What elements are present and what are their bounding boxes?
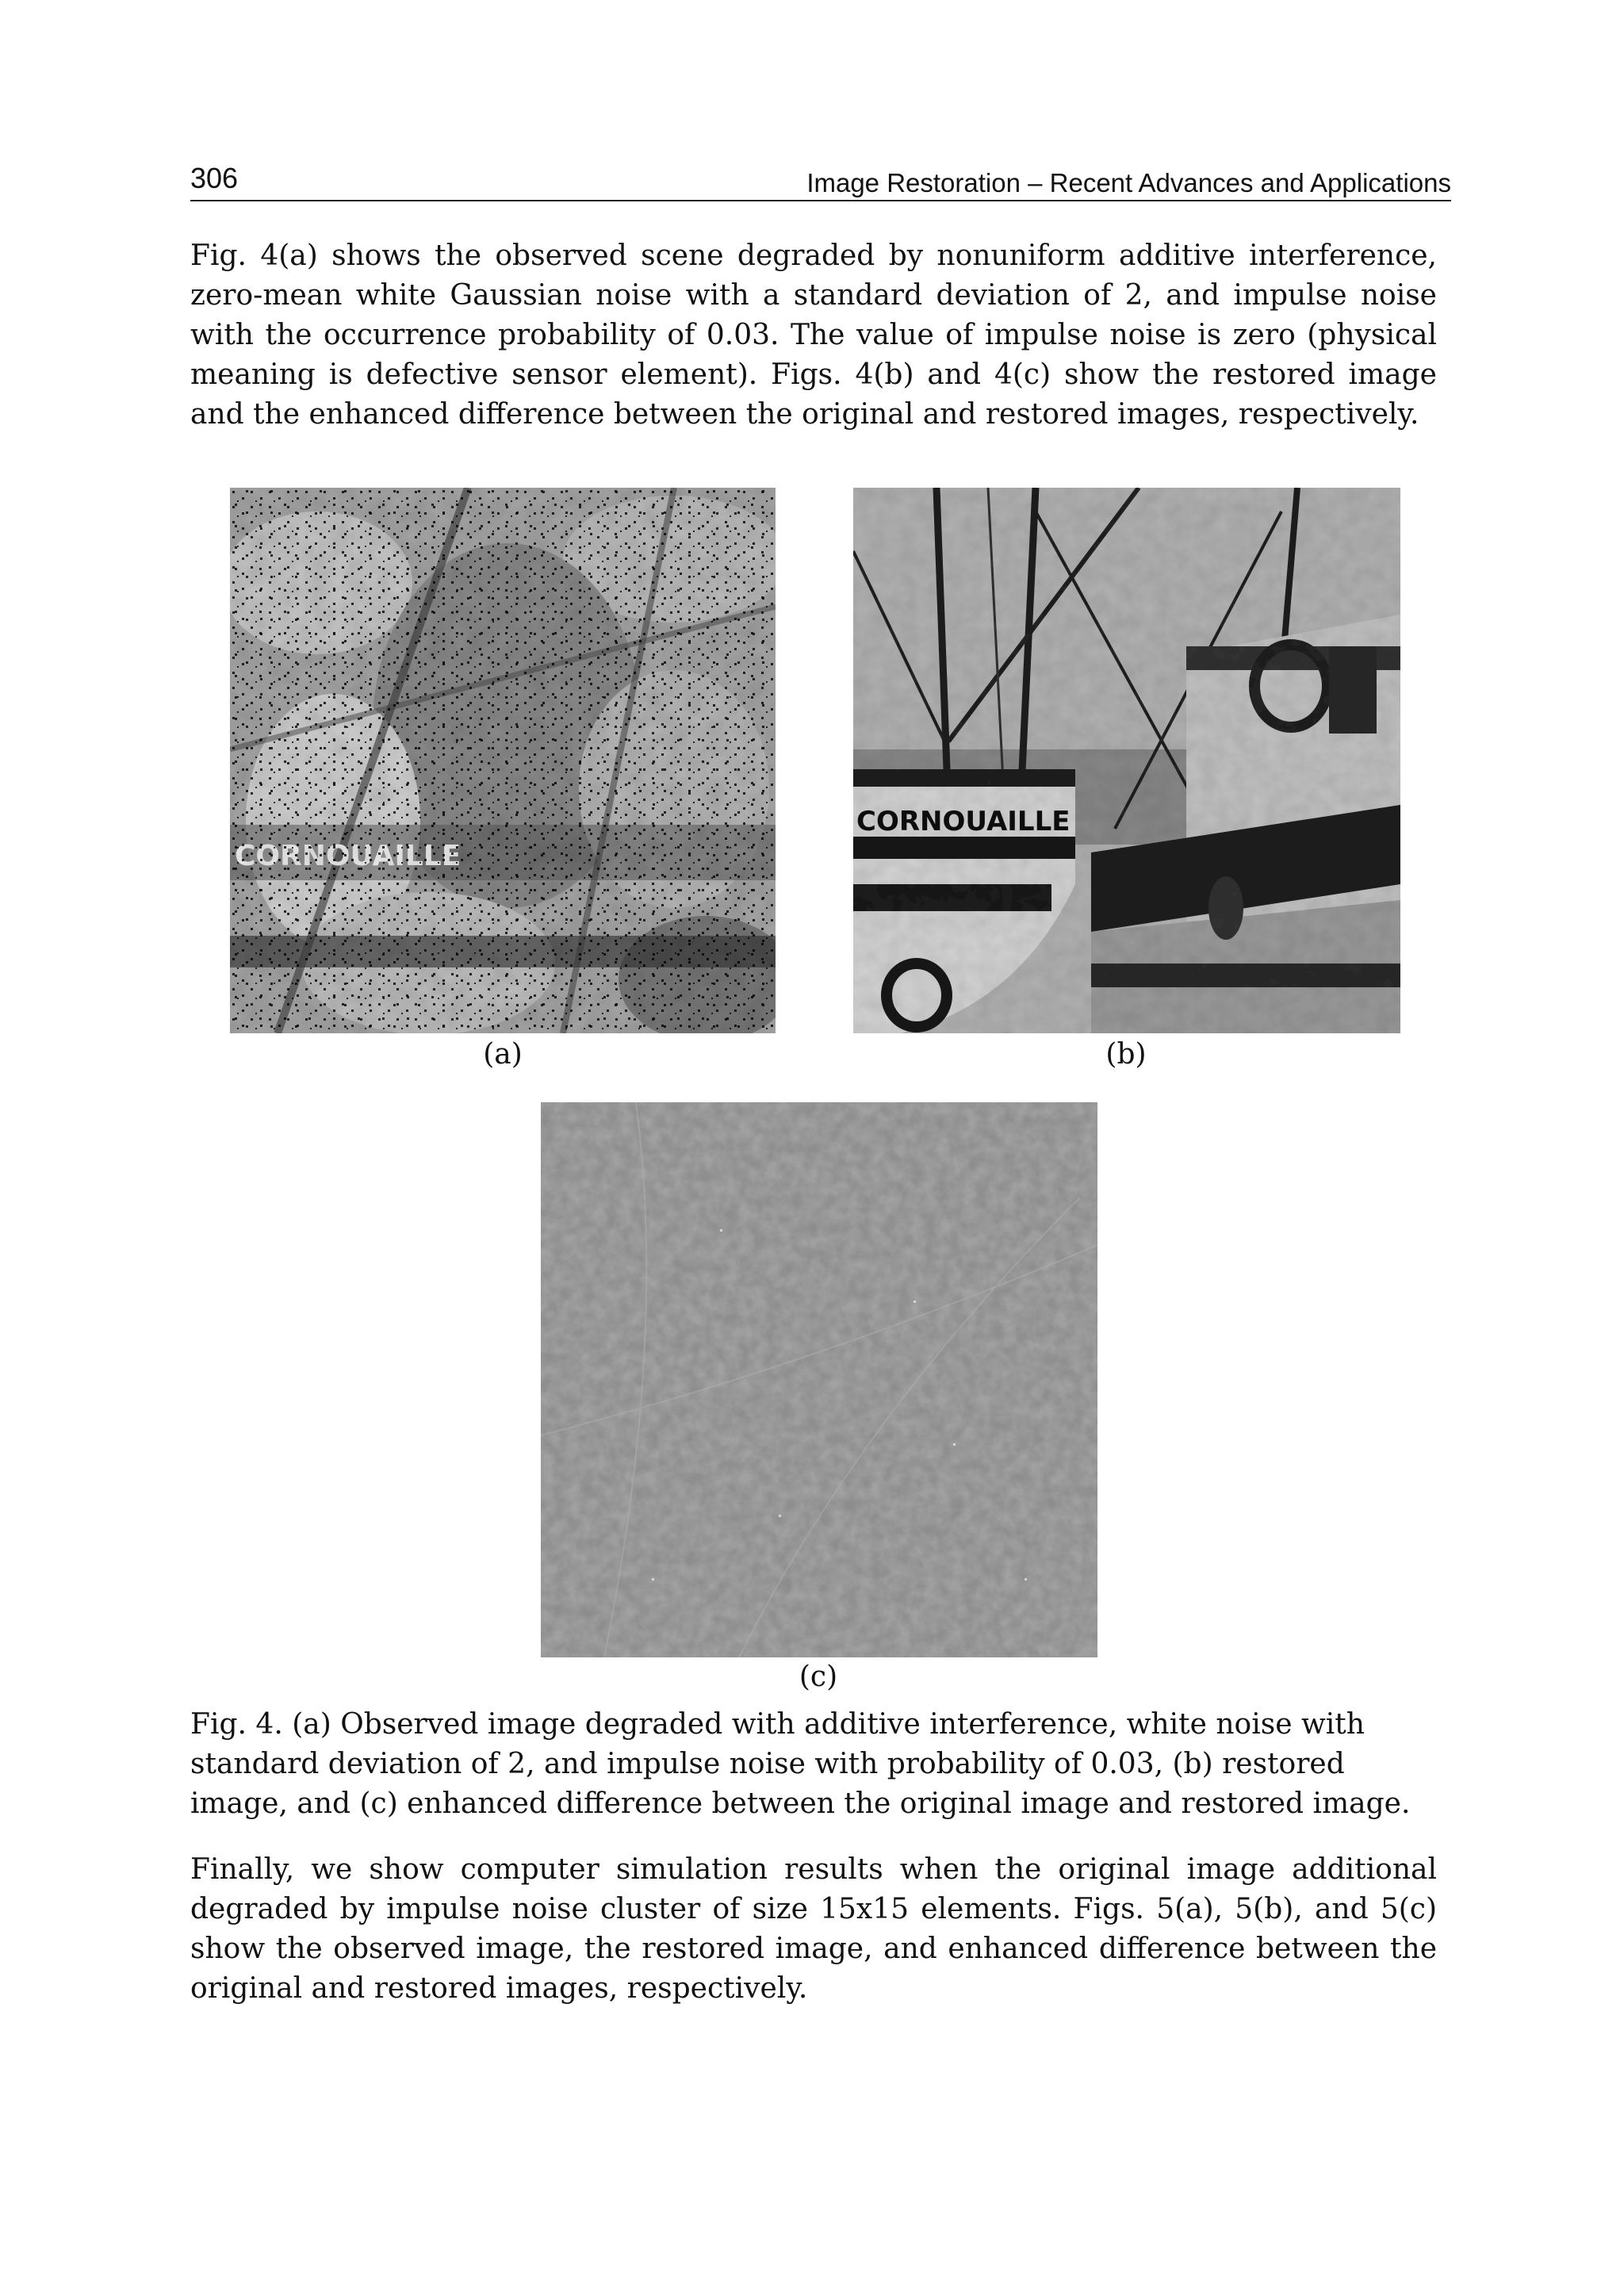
figure-panel-b-restored-image: [853, 488, 1400, 1033]
body-paragraph-1: Fig. 4(a) shows the observed scene degraded by nonuniform additive interference, zero-mean white Gaussian noise with a standard deviation of 2, and impulse noise with the occurrence probability of 0.03. The value of impulse noise is zero (physical meaning is defective sensor element). Figs. 4(b) and 4(c) show the restored image and the enhanced difference between the original and restored images, respectively.: [190, 239, 1437, 431]
figure-panel-a-observed-image: [230, 488, 776, 1033]
header-rule: [190, 200, 1451, 201]
running-title: Image Restoration – Recent Advances and Applications: [806, 168, 1451, 197]
boat-lettering-b: CORNOUAILLE: [856, 806, 1071, 837]
page-number: 306: [190, 162, 239, 194]
subfigure-label-a: (a): [483, 1038, 523, 1071]
figure-caption: Fig. 4. (a) Observed image degraded with additive interference, white noise with standard deviation of 2, and impulse noise with probability of 0.03, (b) restored image, and (c) enhanced difference between the original image and restored image.: [190, 1708, 1411, 1820]
subfigure-label-b: (b): [1105, 1038, 1147, 1071]
figure-panel-c-difference-image: [541, 1102, 1097, 1657]
subfigure-label-c: (c): [799, 1661, 838, 1693]
body-paragraph-2: Finally, we show computer simulation results when the original image additional degraded by impulse noise cluster of size 15x15 elements. Figs. 5(a), 5(b), and 5(c) show the observed image, the restored image, and enhanced difference between the original and restored images, respectively.: [190, 1853, 1437, 2005]
